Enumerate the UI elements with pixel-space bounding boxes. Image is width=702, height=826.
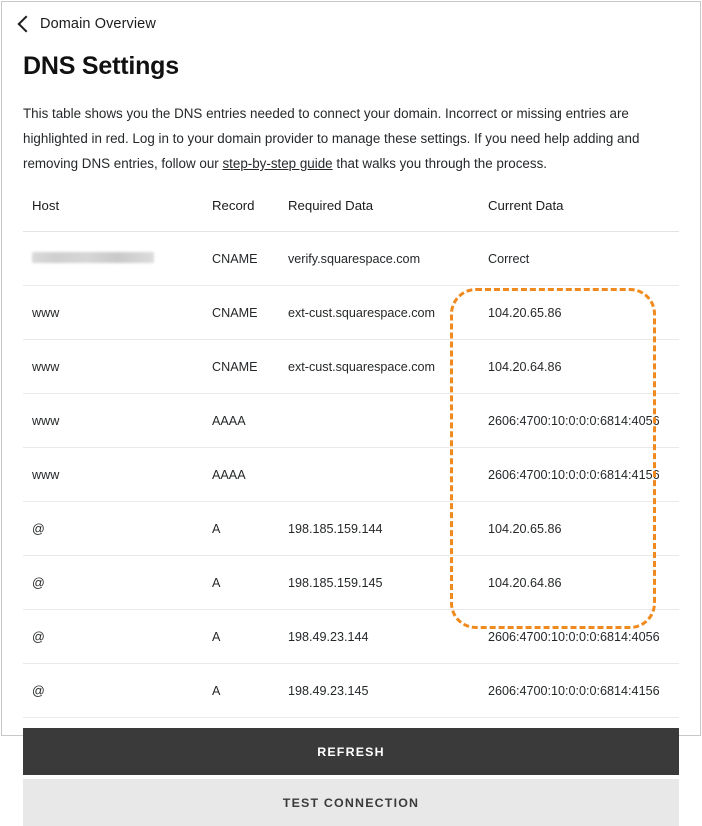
- table-row: [23, 340, 679, 394]
- cell-current-data: 104.20.64.86: [488, 556, 679, 610]
- cell-record: CNAME: [212, 232, 288, 286]
- cell-required-data: ext-cust.squarespace.com: [288, 286, 488, 340]
- cell-required-data: ext-cust.squarespace.com: [288, 340, 488, 394]
- table-row: [23, 286, 679, 340]
- content-area: [2, 52, 700, 718]
- cell-current-data: 2606:4700:10:0:0:0:6814:4056: [488, 610, 679, 664]
- refresh-button[interactable]: REFRESH: [23, 728, 679, 775]
- cell-record: CNAME: [212, 340, 288, 394]
- cell-record: A: [212, 664, 288, 718]
- table-row: [23, 232, 679, 286]
- table-body: [23, 232, 679, 718]
- cell-record: AAAA: [212, 448, 288, 502]
- redacted-host-value: [32, 252, 154, 263]
- column-header-current-data: Current Data: [488, 198, 679, 232]
- cell-required-data: 198.49.23.144: [288, 610, 488, 664]
- table-head: [23, 198, 679, 232]
- cell-host: [23, 232, 212, 286]
- cell-record: CNAME: [212, 286, 288, 340]
- dns-settings-panel: [1, 1, 701, 810]
- cell-record: A: [212, 610, 288, 664]
- table-row: [23, 448, 679, 502]
- dns-records-table: [23, 198, 679, 718]
- test-connection-button[interactable]: TEST CONNECTION: [23, 779, 679, 826]
- table-header-row: [23, 198, 679, 232]
- cell-current-data: 104.20.65.86: [488, 502, 679, 556]
- table-row: [23, 556, 679, 610]
- cell-record: A: [212, 556, 288, 610]
- step-by-step-guide-link[interactable]: step-by-step guide: [222, 156, 333, 171]
- table-row: [23, 502, 679, 556]
- column-header-required-data: Required Data: [288, 198, 488, 232]
- table-row: [23, 610, 679, 664]
- column-header-host: Host: [23, 198, 212, 232]
- cell-current-data: 104.20.64.86: [488, 340, 679, 394]
- cell-required-data: verify.squarespace.com: [288, 232, 488, 286]
- cell-required-data: [288, 394, 488, 448]
- cell-host: www: [23, 448, 212, 502]
- cell-record: AAAA: [212, 394, 288, 448]
- cell-current-data: 104.20.65.86: [488, 286, 679, 340]
- chevron-left-icon[interactable]: [18, 16, 35, 33]
- column-header-record: Record: [212, 198, 288, 232]
- breadcrumb-label[interactable]: Domain Overview: [40, 16, 156, 32]
- intro-text-part1: This table shows you the DNS entries needed to connect your domain. Incorrect or missing entries are highlighted in red. Log in to your domain provider to manage these settings. If you need help adding and removing DNS entries, follow our: [23, 106, 640, 171]
- intro-text-part2: that walks you through the process.: [332, 156, 547, 171]
- cell-host: @: [23, 610, 212, 664]
- table-row: [23, 394, 679, 448]
- cell-host: www: [23, 340, 212, 394]
- cell-required-data: 198.185.159.144: [288, 502, 488, 556]
- cell-current-data: Correct: [488, 232, 679, 286]
- cell-required-data: 198.49.23.145: [288, 664, 488, 718]
- breadcrumb[interactable]: [2, 2, 700, 32]
- cell-host: @: [23, 664, 212, 718]
- page-title: DNS Settings: [23, 52, 179, 80]
- cell-current-data: 2606:4700:10:0:0:0:6814:4156: [488, 448, 679, 502]
- action-buttons: [2, 728, 700, 826]
- table-row: [23, 664, 679, 718]
- cell-host: www: [23, 394, 212, 448]
- cell-host: www: [23, 286, 212, 340]
- cell-host: @: [23, 502, 212, 556]
- cell-host: @: [23, 556, 212, 610]
- cell-current-data: 2606:4700:10:0:0:0:6814:4056: [488, 394, 679, 448]
- cell-required-data: [288, 448, 488, 502]
- cell-required-data: 198.185.159.145: [288, 556, 488, 610]
- intro-paragraph: [23, 101, 679, 176]
- cell-record: A: [212, 502, 288, 556]
- cell-current-data: 2606:4700:10:0:0:0:6814:4156: [488, 664, 679, 718]
